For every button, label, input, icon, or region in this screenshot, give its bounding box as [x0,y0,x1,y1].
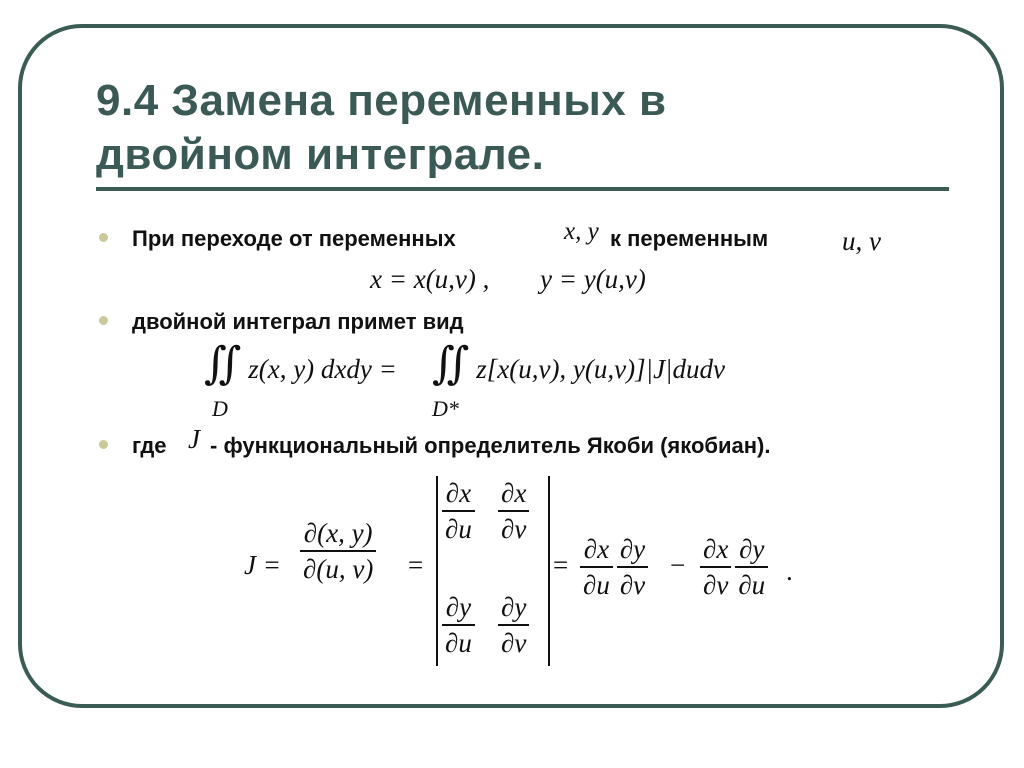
title-line-1: 9.4 Замена переменных в [96,76,667,125]
det-21-num: ∂y [442,590,475,626]
equals-2: = [553,550,569,580]
double-integral-right [432,338,725,389]
det-cell-22 [496,590,531,660]
bullet-dot-2 [99,316,108,325]
bullet1-text-a: При переходе от переменных [132,226,456,251]
bullet3-text-b: - функциональный определитель Якоби (якобиан). [210,433,771,458]
det-cell-21 [440,590,477,660]
bullet1-math-uv: u, v [842,226,881,256]
t1a-den: ∂u [583,570,610,600]
formula-x-of-uv: x = x(u,v) , [370,264,490,294]
t2a-den: ∂v [703,570,729,600]
double-integral-left [204,338,397,389]
det-21-den: ∂u [445,628,472,658]
product-term-2 [698,532,770,602]
bullet1-text-b: к переменным [610,226,769,251]
bullet-dot-3 [99,440,108,449]
slide-title [96,74,956,182]
t1b-den: ∂v [619,570,646,600]
formula-y-of-uv: y = y(u,v) [540,264,646,294]
t2a-num: ∂x [700,532,731,568]
det-22-num: ∂y [498,590,529,626]
minus-sign: − [670,550,686,580]
bullet-dot-1 [99,233,108,242]
t2b-num: ∂y [735,532,768,568]
bullet2-text: двойной интеграл примет вид [132,309,464,334]
det-cell-12 [496,476,531,546]
jacobian-lhs: J = [244,550,281,580]
t1a-num: ∂x [580,532,613,568]
bullet3-text-a: где [132,433,167,458]
region-D: D [212,396,228,421]
t1b-num: ∂y [617,532,648,568]
jacobian-fraction [298,516,378,586]
bullet3-math-J: J [188,424,200,454]
title-underline [96,187,949,191]
integrand-right: z[x(u,v), y(u,v)]|J|dudv [476,354,725,384]
det-22-den: ∂v [501,628,527,658]
det-12-den: ∂v [501,514,527,544]
final-dot: . [786,556,793,586]
title-line-2: двойном интеграле. [96,130,545,179]
region-D-star: D* [432,396,459,421]
det-11-num: ∂x [442,476,475,512]
integrand-left: z(x, y) dxdy = [248,354,397,384]
det-cell-11 [440,476,477,546]
product-term-1 [578,532,650,602]
equals-1: = [408,550,424,580]
jacobian-frac-denominator: ∂(u, v) [303,554,374,584]
t2b-den: ∂u [738,570,766,600]
det-11-den: ∂u [445,514,472,544]
bullet1-math-xy: x, y [564,218,599,245]
jacobian-frac-numerator: ∂(x, y) [300,516,376,552]
double-integral-sign-left: ∬ [204,338,242,389]
det-12-num: ∂x [498,476,529,512]
double-integral-sign-right: ∬ [432,338,470,389]
